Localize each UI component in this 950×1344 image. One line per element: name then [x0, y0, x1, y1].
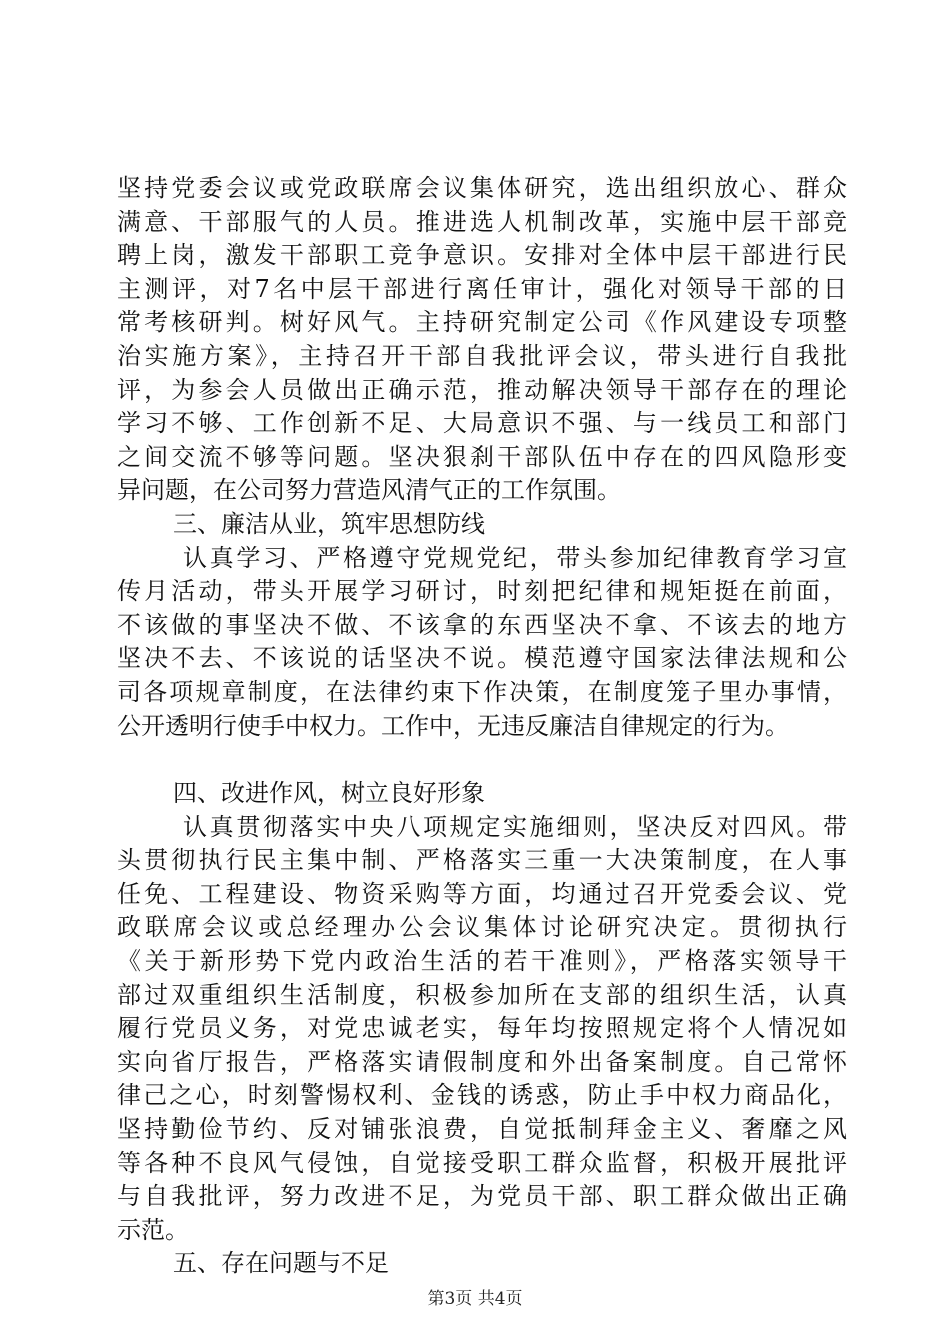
- text-line: 不该做的事坚决不做、不该拿的东西坚决不拿、不该去的地方: [117, 610, 847, 639]
- text-line: 治实施方案》，主持召开干部自我批评会议，带头进行自我批: [117, 341, 847, 370]
- paragraph-first-line: 认真学习、严格遵守党规党纪，带头参加纪律教育学习宣: [183, 543, 847, 572]
- paragraph-first-line: 认真贯彻落实中央八项规定实施细则，坚决反对四风。带: [183, 812, 847, 841]
- page-number-footer: 第3页 共4页: [427, 1289, 523, 1309]
- text-line: 司各项规章制度，在法律约束下作决策，在制度笼子里办事情，: [117, 677, 847, 706]
- text-line: 异问题，在公司努力营造风清气正的工作氛围。: [117, 476, 621, 505]
- text-line: 满意、干部服气的人员。推进选人机制改革，实施中层干部竞: [117, 207, 847, 236]
- text-line: 政联席会议或总经理办公会议集体讨论研究决定。贯彻执行: [117, 913, 847, 942]
- paragraph-gap: [117, 743, 847, 777]
- text-line: 坚持党委会议或党政联席会议集体研究，选出组织放心、群众: [117, 174, 847, 202]
- text-line: 部过双重组织生活制度，积极参加所在支部的组织生活，认真: [117, 980, 847, 1009]
- text-line: 评，为参会人员做出正确示范，推动解决领导干部存在的理论: [117, 375, 847, 404]
- text-line: 坚持勤俭节约、反对铺张浪费，自觉抵制拜金主义、奢靡之风: [117, 1115, 847, 1144]
- section-heading: 三、廉洁从业，筑牢思想防线: [173, 509, 485, 538]
- text-line: 等各种不良风气侵蚀，自觉接受职工群众监督，积极开展批评: [117, 1148, 847, 1177]
- text-line: 之间交流不够等问题。坚决狠刹干部队伍中存在的四风隐形变: [117, 442, 847, 471]
- text-line: 实向省厅报告，严格落实请假制度和外出备案制度。自己常怀: [117, 1047, 847, 1076]
- section-heading: 四、改进作风，树立良好形象: [173, 779, 485, 808]
- text-line: 示范。: [117, 1215, 189, 1244]
- text-line: 学习不够、工作创新不足、大局意识不强、与一线员工和部门: [117, 409, 847, 438]
- section-heading: 五、存在问题与不足: [173, 1249, 389, 1278]
- text-line: 与自我批评，努力改进不足，为党员干部、职工群众做出正确: [117, 1182, 847, 1211]
- text-line: 头贯彻执行民主集中制、严格落实三重一大决策制度，在人事: [117, 846, 847, 875]
- text-line: 公开透明行使手中权力。工作中，无违反廉洁自律规定的行为。: [117, 711, 789, 740]
- text-line: 律己之心，时刻警惕权利、金钱的诱惑，防止手中权力商品化，: [117, 1081, 847, 1110]
- text-line: 常考核研判。树好风气。主持研究制定公司《作风建设专项整: [117, 308, 847, 337]
- text-line: 坚决不去、不该说的话坚决不说。模范遵守国家法律法规和公: [117, 644, 847, 673]
- text-line: 《关于新形势下党内政治生活的若干准则》，严格落实领导干: [117, 947, 847, 976]
- text-line: 主测评，对7名中层干部进行离任审计，强化对领导干部的日: [117, 274, 847, 303]
- text-line: 任免、工程建设、物资采购等方面，均通过召开党委会议、党: [117, 879, 847, 908]
- text-line: 传月活动，带头开展学习研讨，时刻把纪律和规矩挺在前面，: [117, 577, 847, 606]
- text-line: 聘上岗，激发干部职工竞争意识。安排对全体中层干部进行民: [117, 241, 847, 270]
- text-line: 履行党员义务，对党忠诚老实，每年均按照规定将个人情况如: [117, 1014, 847, 1043]
- document-body: [117, 172, 847, 1281]
